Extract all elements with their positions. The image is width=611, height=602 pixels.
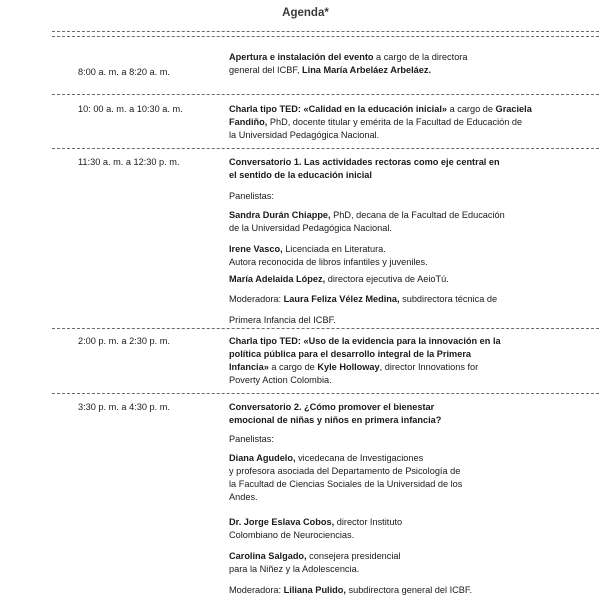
text: Panelistas: (229, 191, 274, 201)
session-description (229, 401, 559, 427)
event-title: Conversatorio 2. ¿Cómo promover el bienestar (229, 402, 435, 412)
session-description (229, 51, 559, 77)
text: PhD, decana de la Facultad de Educación (330, 210, 505, 220)
panel-label (229, 190, 559, 203)
session-description (229, 103, 559, 142)
panelist (229, 273, 559, 286)
text: consejera presidencial (306, 551, 401, 561)
divider (52, 94, 599, 95)
session-description (229, 335, 559, 387)
divider (52, 36, 599, 37)
text: subdirectora general del ICBF. (345, 585, 473, 595)
panelist (229, 550, 559, 576)
session-time: 2:00 p. m. a 2:30 p. m. (78, 336, 170, 346)
event-title: el sentido de la educación inicial (229, 170, 372, 180)
text: Andes. (229, 492, 258, 502)
moderator (229, 584, 559, 597)
panelist-name: Carolina Salgado, (229, 551, 307, 561)
event-title: Apertura e instalación del evento (229, 52, 374, 62)
moderator (229, 314, 559, 327)
speaker-name: Fandiño, (229, 117, 268, 127)
divider (52, 148, 599, 149)
session-time: 8:00 a. m. a 8:20 a. m. (78, 67, 170, 77)
moderator-name: Laura Feliza Vélez Medina, (283, 294, 400, 304)
text: para la Niñez y la Adolescencia. (229, 564, 360, 574)
text: la Universidad Pedagógica Nacional. (229, 130, 380, 140)
text: PhD, docente titular y emérita de la Facultad de Educación de (267, 117, 523, 127)
event-title: Infancia» (229, 362, 269, 372)
page-title: Agenda* (282, 7, 329, 19)
text: directora ejecutiva de AeioTú. (325, 274, 449, 284)
speaker-name: Lina María Arbeláez Arbeláez. (302, 65, 432, 75)
panelist-name: Dr. Jorge Eslava Cobos, (229, 517, 335, 527)
speaker-name: Kyle Holloway (317, 362, 380, 372)
panelist-name: Irene Vasco, (229, 244, 283, 254)
panelist-name: Diana Agudelo, (229, 453, 296, 463)
panelist-name: Sandra Durán Chiappe, (229, 210, 331, 220)
panelist (229, 243, 559, 269)
session-time: 11:30 a. m. a 12:30 p. m. (78, 157, 180, 167)
text: Licenciada en Literatura. (282, 244, 386, 254)
text: Moderadora: (229, 585, 284, 595)
divider (52, 328, 599, 329)
text: director Instituto (334, 517, 403, 527)
text: la Facultad de Ciencias Sociales de la Universidad de los (229, 479, 463, 489)
speaker-name: Graciela (495, 104, 532, 114)
text: subdirectora técnica de (399, 294, 498, 304)
text: general del ICBF, (229, 65, 303, 75)
event-title: Charla tipo TED: «Uso de la evidencia para la innovación en la (229, 336, 501, 346)
panelist (229, 516, 559, 542)
text: Primera Infancia del ICBF. (229, 315, 336, 325)
session-time: 10: 00 a. m. a 10:30 a. m. (78, 104, 183, 114)
event-title: emocional de niñas y niños en primera infancia? (229, 415, 442, 425)
text: Moderadora: (229, 294, 284, 304)
text: Autora reconocida de libros infantiles y juveniles. (229, 257, 428, 267)
moderator (229, 293, 559, 306)
session-description (229, 156, 559, 182)
event-title: Charla tipo TED: «Calidad en la educación inicial» (229, 104, 448, 114)
panel-label (229, 433, 559, 446)
panelist (229, 209, 559, 235)
divider (52, 393, 599, 394)
text: Colombiano de Neurociencias. (229, 530, 355, 540)
event-title: Conversatorio 1. Las actividades rectoras como eje central en (229, 157, 500, 167)
session-time: 3:30 p. m. a 4:30 p. m. (78, 402, 170, 412)
text: de la Universidad Pedagógica Nacional. (229, 223, 392, 233)
panelist (229, 452, 559, 504)
text: Poverty Action Colombia. (229, 375, 332, 385)
text: y profesora asociada del Departamento de Psicología de (229, 466, 461, 476)
text: Panelistas: (229, 434, 274, 444)
text: , director Innovations for (379, 362, 479, 372)
text: vicedecana de Investigaciones (295, 453, 424, 463)
event-title: política pública para el desarrollo integral de la Primera (229, 349, 472, 359)
panelist-name: María Adelaida López, (229, 274, 326, 284)
text: a cargo de (268, 362, 318, 372)
text: a cargo de (447, 104, 496, 114)
divider (52, 31, 599, 32)
moderator-name: Liliana Pulido, (283, 585, 346, 595)
text: a cargo de la directora (373, 52, 468, 62)
